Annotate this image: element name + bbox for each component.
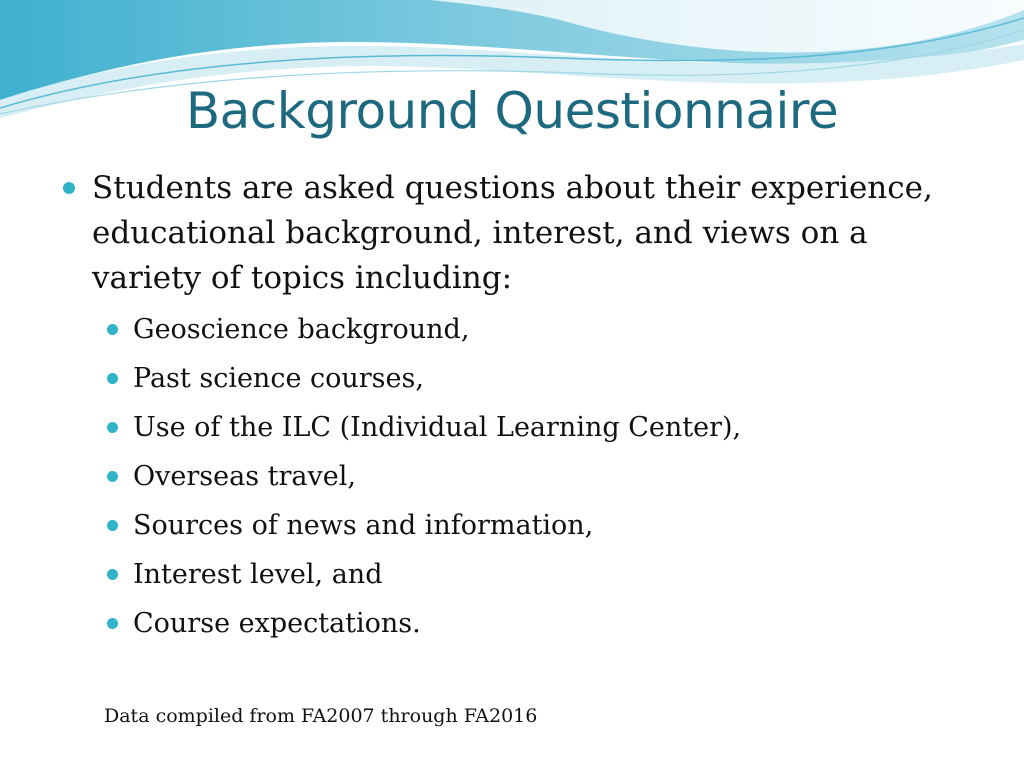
topic-item-text: Interest level, and [133,559,383,590]
topic-item [104,305,980,354]
bullet-dot-icon [63,182,75,194]
slide-title: Background Questionnaire [185,82,839,140]
bullet-dot-icon [107,520,118,531]
topic-item [104,452,980,501]
bullet-dot-icon [107,422,118,433]
main-bullet-text: Students are asked questions about their experience, educational background, interest, and views on a variety of topics including: [92,170,933,296]
topic-item-text: Course expectations. [133,608,421,639]
bullet-dot-icon [107,373,118,384]
bullet-dot-icon [107,569,118,580]
topic-item-text: Overseas travel, [133,461,356,492]
main-bullet [60,166,980,301]
topic-list [60,305,980,648]
topic-item [104,599,980,648]
topic-item [104,501,980,550]
bullet-dot-icon [107,618,118,629]
topic-item [104,354,980,403]
bullet-dot-icon [107,324,118,335]
topic-item [104,550,980,599]
topic-item [104,403,980,452]
topic-item-text: Geoscience background, [133,314,470,345]
topic-item-text: Use of the ILC (Individual Learning Center), [133,412,742,443]
footnote: Data compiled from FA2007 through FA2016 [104,705,538,727]
bullet-dot-icon [107,471,118,482]
topic-item-text: Sources of news and information, [133,510,594,541]
topic-item-text: Past science courses, [133,363,424,394]
slide-content [60,166,980,648]
